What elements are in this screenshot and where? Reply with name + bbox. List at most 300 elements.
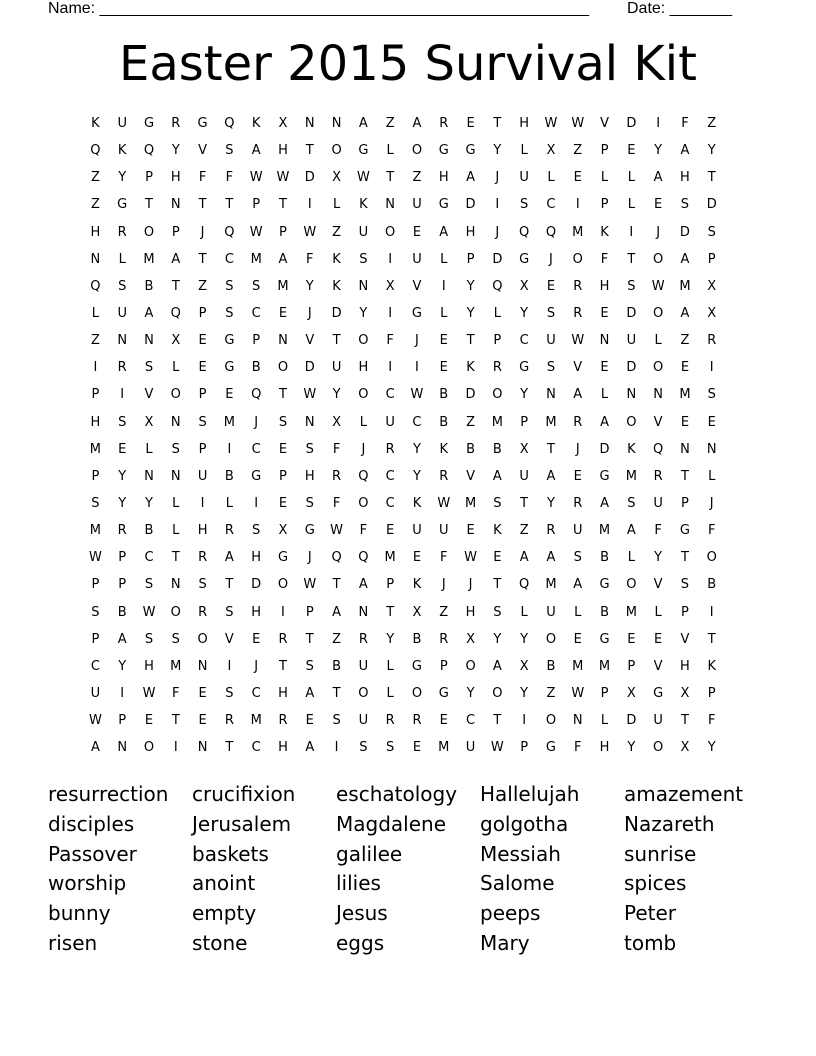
grid-letter[interactable]: U	[358, 658, 369, 674]
grid-letter[interactable]: U	[519, 468, 529, 484]
grid-letter[interactable]: D	[304, 360, 315, 376]
grid-letter[interactable]: M	[438, 740, 450, 756]
grid-letter[interactable]: H	[465, 224, 476, 240]
grid-letter[interactable]: O	[545, 631, 557, 647]
grid-letter[interactable]: I	[281, 604, 285, 620]
grid-letter[interactable]: S	[359, 740, 368, 756]
grid-letter[interactable]: J	[307, 550, 312, 566]
grid-letter[interactable]: Q	[170, 305, 181, 321]
grid-letter[interactable]: J	[468, 577, 473, 593]
grid-letter[interactable]: O	[706, 550, 717, 566]
grid-letter[interactable]: E	[225, 387, 234, 403]
grid-letter[interactable]: Q	[224, 224, 235, 240]
grid-letter[interactable]: A	[305, 685, 315, 701]
grid-letter[interactable]: V	[466, 468, 475, 484]
grid-letter[interactable]: P	[600, 685, 609, 701]
grid-letter[interactable]: O	[358, 333, 369, 349]
grid-letter[interactable]: O	[197, 631, 208, 647]
grid-letter[interactable]: L	[600, 170, 609, 186]
grid-letter[interactable]: X	[519, 278, 529, 294]
grid-letter[interactable]: T	[171, 278, 180, 294]
grid-letter[interactable]: J	[361, 441, 366, 457]
grid-letter[interactable]: P	[305, 604, 314, 620]
grid-letter[interactable]: V	[198, 143, 208, 159]
grid-letter[interactable]: T	[680, 713, 689, 729]
grid-letter[interactable]: B	[546, 658, 556, 674]
grid-letter[interactable]: S	[252, 278, 261, 294]
grid-letter[interactable]: M	[89, 523, 101, 539]
grid-letter[interactable]: S	[305, 495, 314, 511]
grid-letter[interactable]: P	[91, 468, 100, 484]
grid-letter[interactable]: S	[546, 305, 556, 321]
grid-letter[interactable]: T	[332, 577, 341, 593]
grid-letter[interactable]: C	[385, 468, 395, 484]
grid-letter[interactable]: L	[493, 305, 501, 321]
grid-letter[interactable]: H	[278, 685, 288, 701]
grid-letter[interactable]: E	[412, 550, 422, 566]
grid-letter[interactable]: T	[332, 685, 341, 701]
grid-letter[interactable]: T	[279, 197, 287, 213]
grid-letter[interactable]: S	[91, 604, 100, 620]
grid-letter[interactable]: B	[439, 414, 449, 430]
grid-letter[interactable]: X	[680, 740, 690, 756]
grid-letter[interactable]: O	[170, 387, 181, 403]
grid-letter[interactable]: Q	[143, 143, 155, 159]
grid-letter[interactable]: P	[707, 685, 716, 701]
grid-letter[interactable]: L	[386, 658, 394, 674]
grid-letter[interactable]: U	[653, 495, 663, 511]
grid-letter[interactable]: T	[680, 550, 689, 566]
grid-letter[interactable]: B	[144, 278, 154, 294]
grid-letter[interactable]: H	[251, 550, 262, 566]
grid-letter[interactable]: A	[573, 577, 583, 593]
grid-letter[interactable]: D	[626, 360, 637, 376]
grid-letter[interactable]: C	[519, 333, 529, 349]
grid-letter[interactable]: F	[440, 550, 448, 566]
grid-letter[interactable]: K	[493, 523, 502, 539]
grid-letter[interactable]: V	[653, 658, 663, 674]
grid-letter[interactable]: A	[546, 468, 556, 484]
grid-letter[interactable]: L	[520, 143, 528, 159]
grid-letter[interactable]: Y	[654, 550, 663, 566]
grid-letter[interactable]: T	[386, 170, 395, 186]
grid-letter[interactable]: S	[118, 414, 127, 430]
grid-letter[interactable]: L	[574, 604, 582, 620]
grid-letter[interactable]: W	[142, 604, 156, 620]
grid-letter[interactable]: T	[279, 658, 287, 674]
grid-letter[interactable]: A	[305, 740, 315, 756]
grid-letter[interactable]: G	[519, 251, 530, 267]
grid-letter[interactable]: Y	[412, 441, 421, 457]
grid-letter[interactable]: L	[172, 495, 180, 511]
grid-letter[interactable]: T	[627, 251, 636, 267]
grid-letter[interactable]: Y	[386, 631, 395, 647]
grid-letter[interactable]: W	[571, 116, 585, 131]
grid-letter[interactable]: A	[680, 305, 690, 321]
grid-letter[interactable]: G	[251, 468, 262, 484]
grid-letter[interactable]: B	[412, 631, 422, 647]
grid-letter[interactable]: E	[573, 170, 582, 186]
grid-letter[interactable]: I	[388, 305, 393, 321]
grid-letter[interactable]: R	[198, 604, 208, 620]
grid-letter[interactable]: F	[681, 116, 689, 131]
grid-letter[interactable]: N	[304, 414, 315, 430]
grid-letter[interactable]: D	[304, 170, 315, 186]
grid-letter[interactable]: L	[547, 170, 555, 186]
grid-letter[interactable]: K	[359, 197, 368, 213]
grid-letter[interactable]: P	[252, 333, 261, 349]
grid-letter[interactable]: G	[411, 305, 422, 321]
grid-letter[interactable]: L	[708, 468, 716, 484]
grid-letter[interactable]: G	[599, 468, 610, 484]
grid-letter[interactable]: G	[143, 116, 155, 131]
grid-letter[interactable]: P	[171, 224, 180, 240]
grid-letter[interactable]: Z	[519, 523, 529, 539]
grid-letter[interactable]: H	[358, 360, 369, 376]
grid-letter[interactable]: S	[680, 577, 690, 593]
grid-letter[interactable]: N	[304, 116, 315, 131]
grid-letter[interactable]: B	[224, 468, 234, 484]
grid-letter[interactable]: G	[545, 740, 556, 756]
grid-letter[interactable]: B	[332, 658, 342, 674]
grid-letter[interactable]: N	[706, 441, 717, 457]
grid-letter[interactable]: J	[254, 414, 259, 430]
grid-letter[interactable]: X	[171, 333, 181, 349]
grid-letter[interactable]: O	[465, 658, 476, 674]
grid-letter[interactable]: J	[495, 224, 500, 240]
grid-letter[interactable]: N	[680, 441, 690, 457]
grid-letter[interactable]: H	[680, 658, 690, 674]
grid-letter[interactable]: T	[225, 577, 234, 593]
grid-letter[interactable]: L	[172, 523, 180, 539]
grid-letter[interactable]: Y	[466, 278, 475, 294]
grid-letter[interactable]: P	[627, 658, 636, 674]
grid-letter[interactable]: A	[171, 251, 181, 267]
grid-letter[interactable]: C	[385, 387, 395, 403]
grid-letter[interactable]: K	[332, 251, 341, 267]
grid-letter[interactable]: P	[600, 197, 609, 213]
grid-letter[interactable]: R	[573, 414, 583, 430]
grid-letter[interactable]: N	[144, 333, 154, 349]
grid-letter[interactable]: P	[118, 577, 127, 593]
grid-letter[interactable]: Y	[466, 685, 475, 701]
grid-letter[interactable]: L	[627, 550, 635, 566]
grid-letter[interactable]: H	[90, 224, 101, 240]
grid-letter[interactable]: I	[522, 713, 527, 729]
grid-letter[interactable]: I	[120, 387, 125, 403]
grid-letter[interactable]: E	[305, 713, 314, 729]
grid-letter[interactable]: J	[656, 224, 661, 240]
grid-letter[interactable]: S	[171, 631, 180, 647]
grid-letter[interactable]: W	[651, 278, 665, 294]
grid-letter[interactable]: A	[90, 740, 100, 756]
grid-letter[interactable]: S	[278, 414, 288, 430]
grid-letter[interactable]: J	[441, 577, 446, 593]
grid-letter[interactable]: S	[225, 143, 234, 159]
grid-letter[interactable]: N	[358, 604, 369, 620]
grid-letter[interactable]: E	[493, 550, 502, 566]
grid-letter[interactable]: M	[625, 468, 637, 484]
grid-letter[interactable]: K	[412, 495, 422, 511]
grid-letter[interactable]: W	[356, 170, 370, 186]
grid-letter[interactable]: S	[198, 414, 207, 430]
grid-letter[interactable]: A	[626, 523, 636, 539]
grid-letter[interactable]: D	[251, 577, 262, 593]
grid-letter[interactable]: O	[385, 224, 396, 240]
grid-letter[interactable]: N	[572, 713, 583, 729]
grid-letter[interactable]: R	[653, 468, 663, 484]
grid-letter[interactable]: R	[492, 360, 502, 376]
grid-letter[interactable]: M	[384, 550, 396, 566]
grid-letter[interactable]: W	[249, 224, 263, 240]
grid-letter[interactable]: S	[627, 495, 636, 511]
grid-letter[interactable]: V	[144, 387, 154, 403]
grid-letter[interactable]: E	[466, 523, 475, 539]
grid-letter[interactable]: T	[145, 197, 153, 213]
grid-letter[interactable]: W	[330, 523, 343, 539]
grid-letter[interactable]: E	[680, 414, 690, 430]
grid-letter[interactable]: W	[142, 685, 156, 701]
grid-letter[interactable]: T	[680, 468, 689, 484]
grid-letter[interactable]: S	[546, 360, 556, 376]
grid-letter[interactable]: H	[519, 116, 530, 131]
grid-letter[interactable]: P	[707, 251, 716, 267]
grid-letter[interactable]: Z	[707, 116, 717, 131]
grid-letter[interactable]: X	[519, 658, 529, 674]
grid-letter[interactable]: L	[627, 170, 635, 186]
grid-letter[interactable]: S	[225, 604, 234, 620]
grid-letter[interactable]: X	[680, 685, 690, 701]
grid-letter[interactable]: N	[385, 197, 396, 213]
grid-letter[interactable]: E	[466, 116, 475, 131]
grid-letter[interactable]: X	[519, 441, 529, 457]
grid-letter[interactable]: Y	[520, 685, 529, 701]
grid-letter[interactable]: C	[385, 495, 395, 511]
grid-letter[interactable]: K	[251, 116, 261, 131]
grid-letter[interactable]: O	[358, 685, 369, 701]
grid-letter[interactable]: W	[88, 550, 102, 566]
grid-letter[interactable]: R	[439, 116, 449, 131]
grid-letter[interactable]: F	[386, 333, 394, 349]
grid-letter[interactable]: Z	[90, 170, 100, 186]
grid-letter[interactable]: R	[385, 441, 395, 457]
grid-letter[interactable]: A	[251, 143, 261, 159]
grid-letter[interactable]: T	[225, 740, 234, 756]
grid-letter[interactable]: P	[681, 495, 689, 511]
grid-letter[interactable]: C	[144, 550, 154, 566]
grid-letter[interactable]: Y	[171, 143, 180, 159]
grid-letter[interactable]: M	[250, 713, 262, 729]
grid-letter[interactable]: V	[653, 577, 663, 593]
grid-letter[interactable]: Y	[118, 468, 127, 484]
grid-letter[interactable]: P	[600, 143, 609, 159]
grid-letter[interactable]: P	[91, 631, 100, 647]
grid-letter[interactable]: E	[627, 631, 636, 647]
grid-letter[interactable]: F	[225, 170, 234, 186]
grid-letter[interactable]: I	[93, 360, 98, 376]
grid-letter[interactable]: E	[654, 197, 663, 213]
grid-letter[interactable]: C	[251, 740, 261, 756]
grid-letter[interactable]: S	[305, 658, 314, 674]
grid-letter[interactable]: P	[520, 740, 529, 756]
grid-letter[interactable]: X	[332, 414, 342, 430]
grid-letter[interactable]: M	[545, 577, 557, 593]
grid-letter[interactable]: O	[653, 360, 664, 376]
grid-letter[interactable]: B	[600, 604, 609, 620]
grid-letter[interactable]: D	[465, 197, 476, 213]
grid-letter[interactable]: O	[143, 224, 155, 240]
grid-letter[interactable]: T	[707, 631, 716, 647]
grid-letter[interactable]: I	[307, 197, 312, 213]
grid-letter[interactable]: R	[707, 333, 717, 349]
grid-letter[interactable]: P	[493, 333, 502, 349]
grid-letter[interactable]: N	[546, 387, 556, 403]
grid-letter[interactable]: T	[171, 550, 180, 566]
grid-letter[interactable]: R	[224, 713, 234, 729]
grid-letter[interactable]: I	[656, 116, 661, 131]
grid-letter[interactable]: U	[519, 170, 529, 186]
grid-letter[interactable]: Z	[573, 143, 583, 159]
grid-letter[interactable]: M	[143, 251, 155, 267]
grid-letter[interactable]: Y	[332, 387, 341, 403]
grid-letter[interactable]: U	[117, 305, 127, 321]
grid-letter[interactable]: F	[574, 740, 582, 756]
grid-letter[interactable]: D	[465, 387, 476, 403]
grid-letter[interactable]: E	[118, 441, 127, 457]
grid-letter[interactable]: X	[546, 143, 556, 159]
grid-letter[interactable]: S	[144, 360, 154, 376]
grid-letter[interactable]: N	[599, 333, 610, 349]
grid-letter[interactable]: O	[170, 604, 181, 620]
grid-letter[interactable]: D	[626, 116, 637, 131]
grid-letter[interactable]: G	[465, 143, 476, 159]
grid-letter[interactable]: Y	[493, 631, 502, 647]
grid-letter[interactable]: Y	[359, 305, 368, 321]
grid-letter[interactable]: L	[332, 197, 341, 213]
grid-letter[interactable]: B	[117, 604, 127, 620]
grid-letter[interactable]: R	[573, 305, 583, 321]
grid-letter[interactable]: M	[598, 658, 611, 674]
grid-letter[interactable]: B	[144, 523, 154, 539]
grid-letter[interactable]: I	[629, 224, 634, 240]
grid-letter[interactable]: M	[491, 414, 503, 430]
grid-letter[interactable]: W	[437, 495, 451, 511]
grid-letter[interactable]: A	[358, 116, 368, 131]
grid-letter[interactable]: E	[546, 278, 556, 294]
grid-letter[interactable]: F	[600, 251, 609, 267]
grid-letter[interactable]: K	[707, 658, 716, 674]
grid-letter[interactable]: Q	[224, 116, 235, 131]
grid-letter[interactable]: C	[251, 441, 261, 457]
grid-letter[interactable]: O	[653, 740, 664, 756]
grid-letter[interactable]: Z	[90, 333, 100, 349]
grid-letter[interactable]: E	[198, 360, 207, 376]
grid-letter[interactable]: S	[493, 604, 502, 620]
grid-letter[interactable]: L	[600, 387, 609, 403]
grid-letter[interactable]: A	[653, 170, 663, 186]
grid-letter[interactable]: W	[303, 224, 317, 240]
grid-letter[interactable]: X	[707, 278, 717, 294]
grid-letter[interactable]: O	[653, 305, 664, 321]
grid-letter[interactable]: R	[573, 278, 583, 294]
grid-letter[interactable]: A	[600, 414, 609, 430]
grid-letter[interactable]: N	[653, 387, 663, 403]
grid-letter[interactable]: K	[91, 116, 100, 131]
grid-letter[interactable]: T	[225, 197, 234, 213]
grid-letter[interactable]: S	[225, 305, 234, 321]
grid-letter[interactable]: O	[411, 685, 423, 701]
grid-letter[interactable]: M	[170, 658, 182, 674]
grid-letter[interactable]: E	[439, 713, 448, 729]
grid-letter[interactable]: E	[707, 414, 716, 430]
grid-letter[interactable]: S	[305, 441, 314, 457]
grid-letter[interactable]: E	[573, 468, 582, 484]
grid-letter[interactable]: E	[439, 333, 448, 349]
grid-letter[interactable]: R	[332, 468, 342, 484]
grid-letter[interactable]: R	[546, 523, 556, 539]
grid-letter[interactable]: O	[626, 414, 637, 430]
grid-letter[interactable]: I	[441, 278, 446, 294]
grid-letter[interactable]: S	[493, 495, 502, 511]
grid-letter[interactable]: Q	[331, 550, 342, 566]
grid-letter[interactable]: P	[118, 713, 127, 729]
grid-letter[interactable]: K	[439, 441, 449, 457]
grid-letter[interactable]: L	[172, 360, 180, 376]
grid-letter[interactable]: Q	[545, 224, 557, 240]
grid-letter[interactable]: Z	[385, 116, 395, 131]
grid-letter[interactable]: V	[412, 278, 422, 294]
grid-letter[interactable]: P	[91, 387, 100, 403]
grid-letter[interactable]: X	[626, 685, 636, 701]
grid-letter[interactable]: P	[198, 387, 207, 403]
grid-letter[interactable]: T	[493, 713, 502, 729]
grid-letter[interactable]: F	[707, 713, 716, 729]
grid-letter[interactable]: Q	[251, 387, 262, 403]
grid-letter[interactable]: R	[439, 468, 449, 484]
grid-letter[interactable]: J	[307, 305, 312, 321]
grid-letter[interactable]: U	[331, 360, 342, 376]
grid-letter[interactable]: S	[225, 278, 234, 294]
grid-letter[interactable]: Y	[546, 495, 555, 511]
grid-letter[interactable]: A	[144, 305, 154, 321]
grid-letter[interactable]: F	[332, 495, 341, 511]
grid-letter[interactable]: P	[520, 414, 529, 430]
grid-letter[interactable]: L	[359, 414, 367, 430]
grid-letter[interactable]: L	[654, 604, 662, 620]
grid-letter[interactable]: C	[224, 251, 234, 267]
grid-letter[interactable]: S	[198, 577, 207, 593]
grid-letter[interactable]: U	[572, 523, 583, 539]
grid-letter[interactable]: Y	[520, 387, 529, 403]
grid-letter[interactable]: K	[412, 577, 422, 593]
grid-letter[interactable]: P	[252, 197, 261, 213]
grid-letter[interactable]: G	[519, 360, 530, 376]
grid-letter[interactable]: E	[386, 523, 395, 539]
grid-letter[interactable]: U	[117, 116, 127, 131]
grid-letter[interactable]: Z	[332, 631, 342, 647]
grid-letter[interactable]: Y	[627, 740, 636, 756]
grid-letter[interactable]: D	[626, 713, 637, 729]
grid-letter[interactable]: S	[332, 713, 341, 729]
grid-letter[interactable]: Z	[332, 224, 342, 240]
grid-letter[interactable]: U	[412, 523, 422, 539]
grid-letter[interactable]: O	[653, 251, 664, 267]
grid-letter[interactable]: P	[279, 224, 287, 240]
grid-letter[interactable]: E	[600, 305, 609, 321]
grid-letter[interactable]: A	[117, 631, 127, 647]
grid-letter[interactable]: U	[546, 604, 556, 620]
grid-letter[interactable]: O	[492, 685, 503, 701]
